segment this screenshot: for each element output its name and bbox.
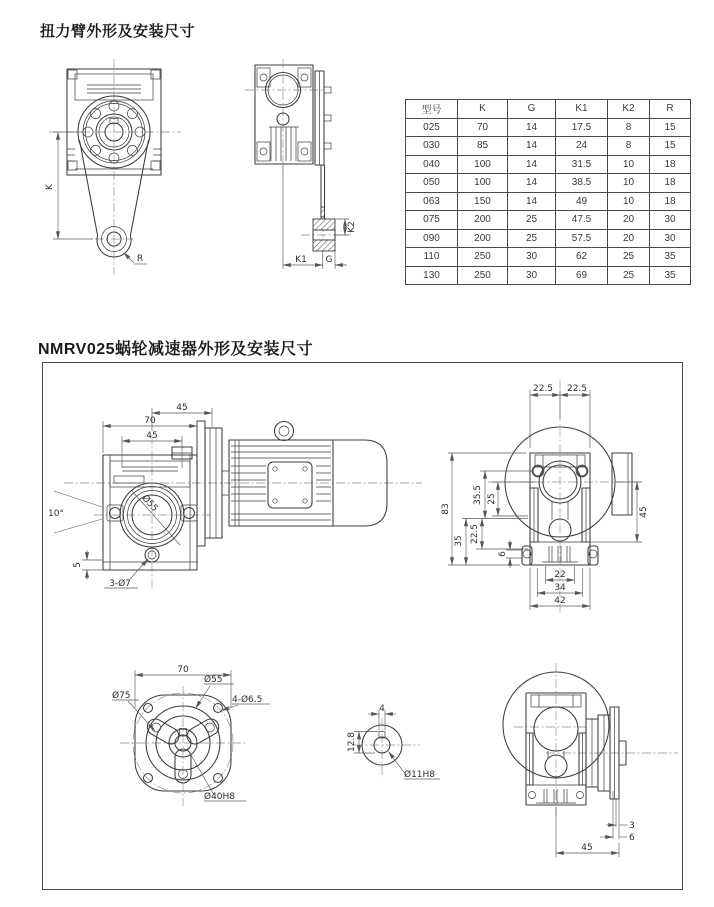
table-cell: 30	[508, 248, 556, 267]
dim-label-4d65: 4-Ø6.5	[232, 695, 263, 705]
dim-label-35-5: 35.5	[473, 484, 483, 506]
dimension-5	[73, 550, 103, 580]
table-header-row	[406, 100, 691, 119]
table-cell: 040	[406, 155, 458, 174]
callout-d55	[196, 674, 234, 708]
table-cell: 20	[608, 229, 650, 248]
torque-arm-bar-and-bushing	[313, 165, 335, 251]
dim-label-K1: K1	[295, 255, 307, 265]
dim-label-K2: K2	[347, 221, 357, 233]
callout-d40h8	[187, 748, 246, 802]
table-cell: 17.5	[556, 118, 608, 137]
table-cell: 8	[608, 118, 650, 137]
table-cell: 14	[508, 137, 556, 156]
table-cell: 100	[458, 174, 508, 193]
dimension-top-22-5	[530, 384, 590, 448]
table-cell: 130	[406, 266, 458, 285]
reducer-rear-view-drawing	[430, 370, 683, 638]
table-cell: 10	[608, 155, 650, 174]
column-header: R	[650, 100, 691, 119]
section-title-torque-arm: 扭力臂外形及安装尺寸	[40, 23, 196, 40]
dim-label-bore-d55: Ø55	[139, 493, 160, 514]
dim-label-70-flange: 70	[177, 665, 189, 675]
dim-label-K: K	[45, 184, 55, 190]
dim-label-34: 34	[554, 583, 566, 593]
output-flange-face-drawing	[98, 648, 313, 818]
table-cell: 18	[650, 192, 691, 211]
reducer-motor-assembly-drawing	[44, 383, 436, 593]
table-cell: 14	[508, 174, 556, 193]
dim-label-G: G	[325, 255, 333, 265]
gearbox-front	[103, 447, 197, 570]
table-cell: 075	[406, 211, 458, 230]
dimension-right-45	[590, 482, 649, 542]
centerlines	[120, 686, 248, 806]
dim-label-22-5-right: 22.5	[566, 384, 588, 394]
table-row	[406, 155, 691, 174]
dimension-R	[124, 253, 148, 265]
section-title-reducer: NMRV025蜗轮减速器外形及安装尺寸	[38, 341, 314, 358]
table-cell: 10	[608, 192, 650, 211]
table-cell: 20	[608, 211, 650, 230]
dim-label-22-5-left: 22.5	[532, 384, 554, 394]
table-cell: 110	[406, 248, 458, 267]
table-cell: 15	[650, 118, 691, 137]
table-cell: 25	[508, 211, 556, 230]
dim-label-10deg: 10°	[48, 509, 64, 519]
table-cell: 200	[458, 229, 508, 248]
table-cell: 200	[458, 211, 508, 230]
table-cell: 250	[458, 266, 508, 285]
column-header: K2	[608, 100, 650, 119]
dim-label-22: 22	[554, 570, 566, 580]
table-cell: 250	[458, 248, 508, 267]
table-cell: 35	[650, 266, 691, 285]
dim-label-3: 3	[629, 821, 635, 831]
dimension-bottom-stack	[530, 566, 590, 610]
table-cell: 49	[556, 192, 608, 211]
motor-side	[197, 421, 387, 546]
table-cell: 100	[458, 155, 508, 174]
dim-label-4: 4	[379, 704, 385, 714]
dim-label-3d7: 3-Ø7	[109, 579, 131, 589]
table-cell: 10	[608, 174, 650, 193]
reducer-side-view-drawing	[486, 645, 684, 885]
table-cell: 14	[508, 155, 556, 174]
table-cell: 47.5	[556, 211, 608, 230]
table-row	[406, 192, 691, 211]
dim-label-d75: Ø75	[112, 691, 131, 701]
column-header: K	[458, 100, 508, 119]
dim-label-70: 70	[144, 416, 156, 426]
table-cell: 69	[556, 266, 608, 285]
column-header: 型号	[406, 100, 458, 119]
dim-label-5: 5	[73, 562, 83, 568]
dimension-K2	[335, 219, 357, 235]
table-row	[406, 118, 691, 137]
table-cell: 38.5	[556, 174, 608, 193]
table-cell: 30	[650, 211, 691, 230]
centerlines	[354, 718, 420, 778]
table-cell: 18	[650, 155, 691, 174]
dim-label-45-inner: 45	[146, 431, 158, 441]
table-cell: 31.5	[556, 155, 608, 174]
table-cell: 25	[608, 266, 650, 285]
table-cell: 57.5	[556, 229, 608, 248]
dimension-45-inner	[122, 431, 182, 468]
table-cell: 30	[508, 266, 556, 285]
dim-label-25: 25	[487, 493, 497, 505]
column-header: G	[508, 100, 556, 119]
table-row	[406, 266, 691, 285]
table-cell: 85	[458, 137, 508, 156]
dim-label-45-right: 45	[639, 506, 649, 518]
dim-label-45-bottom: 45	[581, 843, 593, 853]
dimension-angle-10	[48, 491, 102, 533]
table-cell: 14	[508, 192, 556, 211]
table-row	[406, 229, 691, 248]
table-cell: 150	[458, 192, 508, 211]
table-cell: 25	[608, 248, 650, 267]
table-cell: 25	[508, 229, 556, 248]
dim-label-d11h8: Ø11H8	[404, 770, 436, 780]
table-row	[406, 248, 691, 267]
dim-label-d55: Ø55	[204, 675, 223, 685]
table-cell: 063	[406, 192, 458, 211]
table-cell: 62	[556, 248, 608, 267]
table-row	[406, 211, 691, 230]
table-cell: 030	[406, 137, 458, 156]
dim-label-35: 35	[454, 535, 464, 547]
dim-label-12-8: 12.8	[347, 731, 357, 753]
callout-4xd65	[222, 694, 271, 711]
dim-label-6: 6	[498, 551, 508, 557]
table-cell: 24	[556, 137, 608, 156]
dimension-table	[405, 99, 691, 285]
torque-arm-front-view-drawing	[35, 57, 230, 297]
dim-label-d40h8: Ø40H8	[204, 792, 236, 802]
table-cell: 30	[650, 229, 691, 248]
dim-label-6: 6	[629, 833, 635, 843]
table-cell: 8	[608, 137, 650, 156]
dimension-K	[45, 132, 93, 239]
gearbox-housing-side	[255, 65, 331, 165]
table-cell: 35	[650, 248, 691, 267]
dimension-45-top	[152, 403, 212, 431]
callout-d11h8	[389, 752, 441, 781]
dim-label-45-top: 45	[176, 403, 188, 413]
dimension-45-bottom	[556, 807, 619, 857]
table-row	[406, 174, 691, 193]
table-cell: 090	[406, 229, 458, 248]
centerlines	[514, 663, 678, 817]
table-cell: 18	[650, 174, 691, 193]
dim-label-R: R	[136, 254, 144, 264]
dimension-3xd7	[104, 559, 148, 589]
input-bore-section-drawing	[328, 688, 463, 793]
callout-d75	[112, 690, 155, 731]
table-cell: 15	[650, 137, 691, 156]
dimension-K1-G	[283, 165, 347, 269]
table-cell: 14	[508, 118, 556, 137]
torque-arm-side-view-drawing	[233, 57, 373, 297]
dim-label-83: 83	[441, 503, 451, 515]
table-cell: 025	[406, 118, 458, 137]
table-row	[406, 137, 691, 156]
column-header: K1	[556, 100, 608, 119]
table-cell: 70	[458, 118, 508, 137]
dim-label-42: 42	[554, 596, 566, 606]
table-cell: 050	[406, 174, 458, 193]
dim-label-22-5-bottom: 22.5	[470, 523, 480, 545]
